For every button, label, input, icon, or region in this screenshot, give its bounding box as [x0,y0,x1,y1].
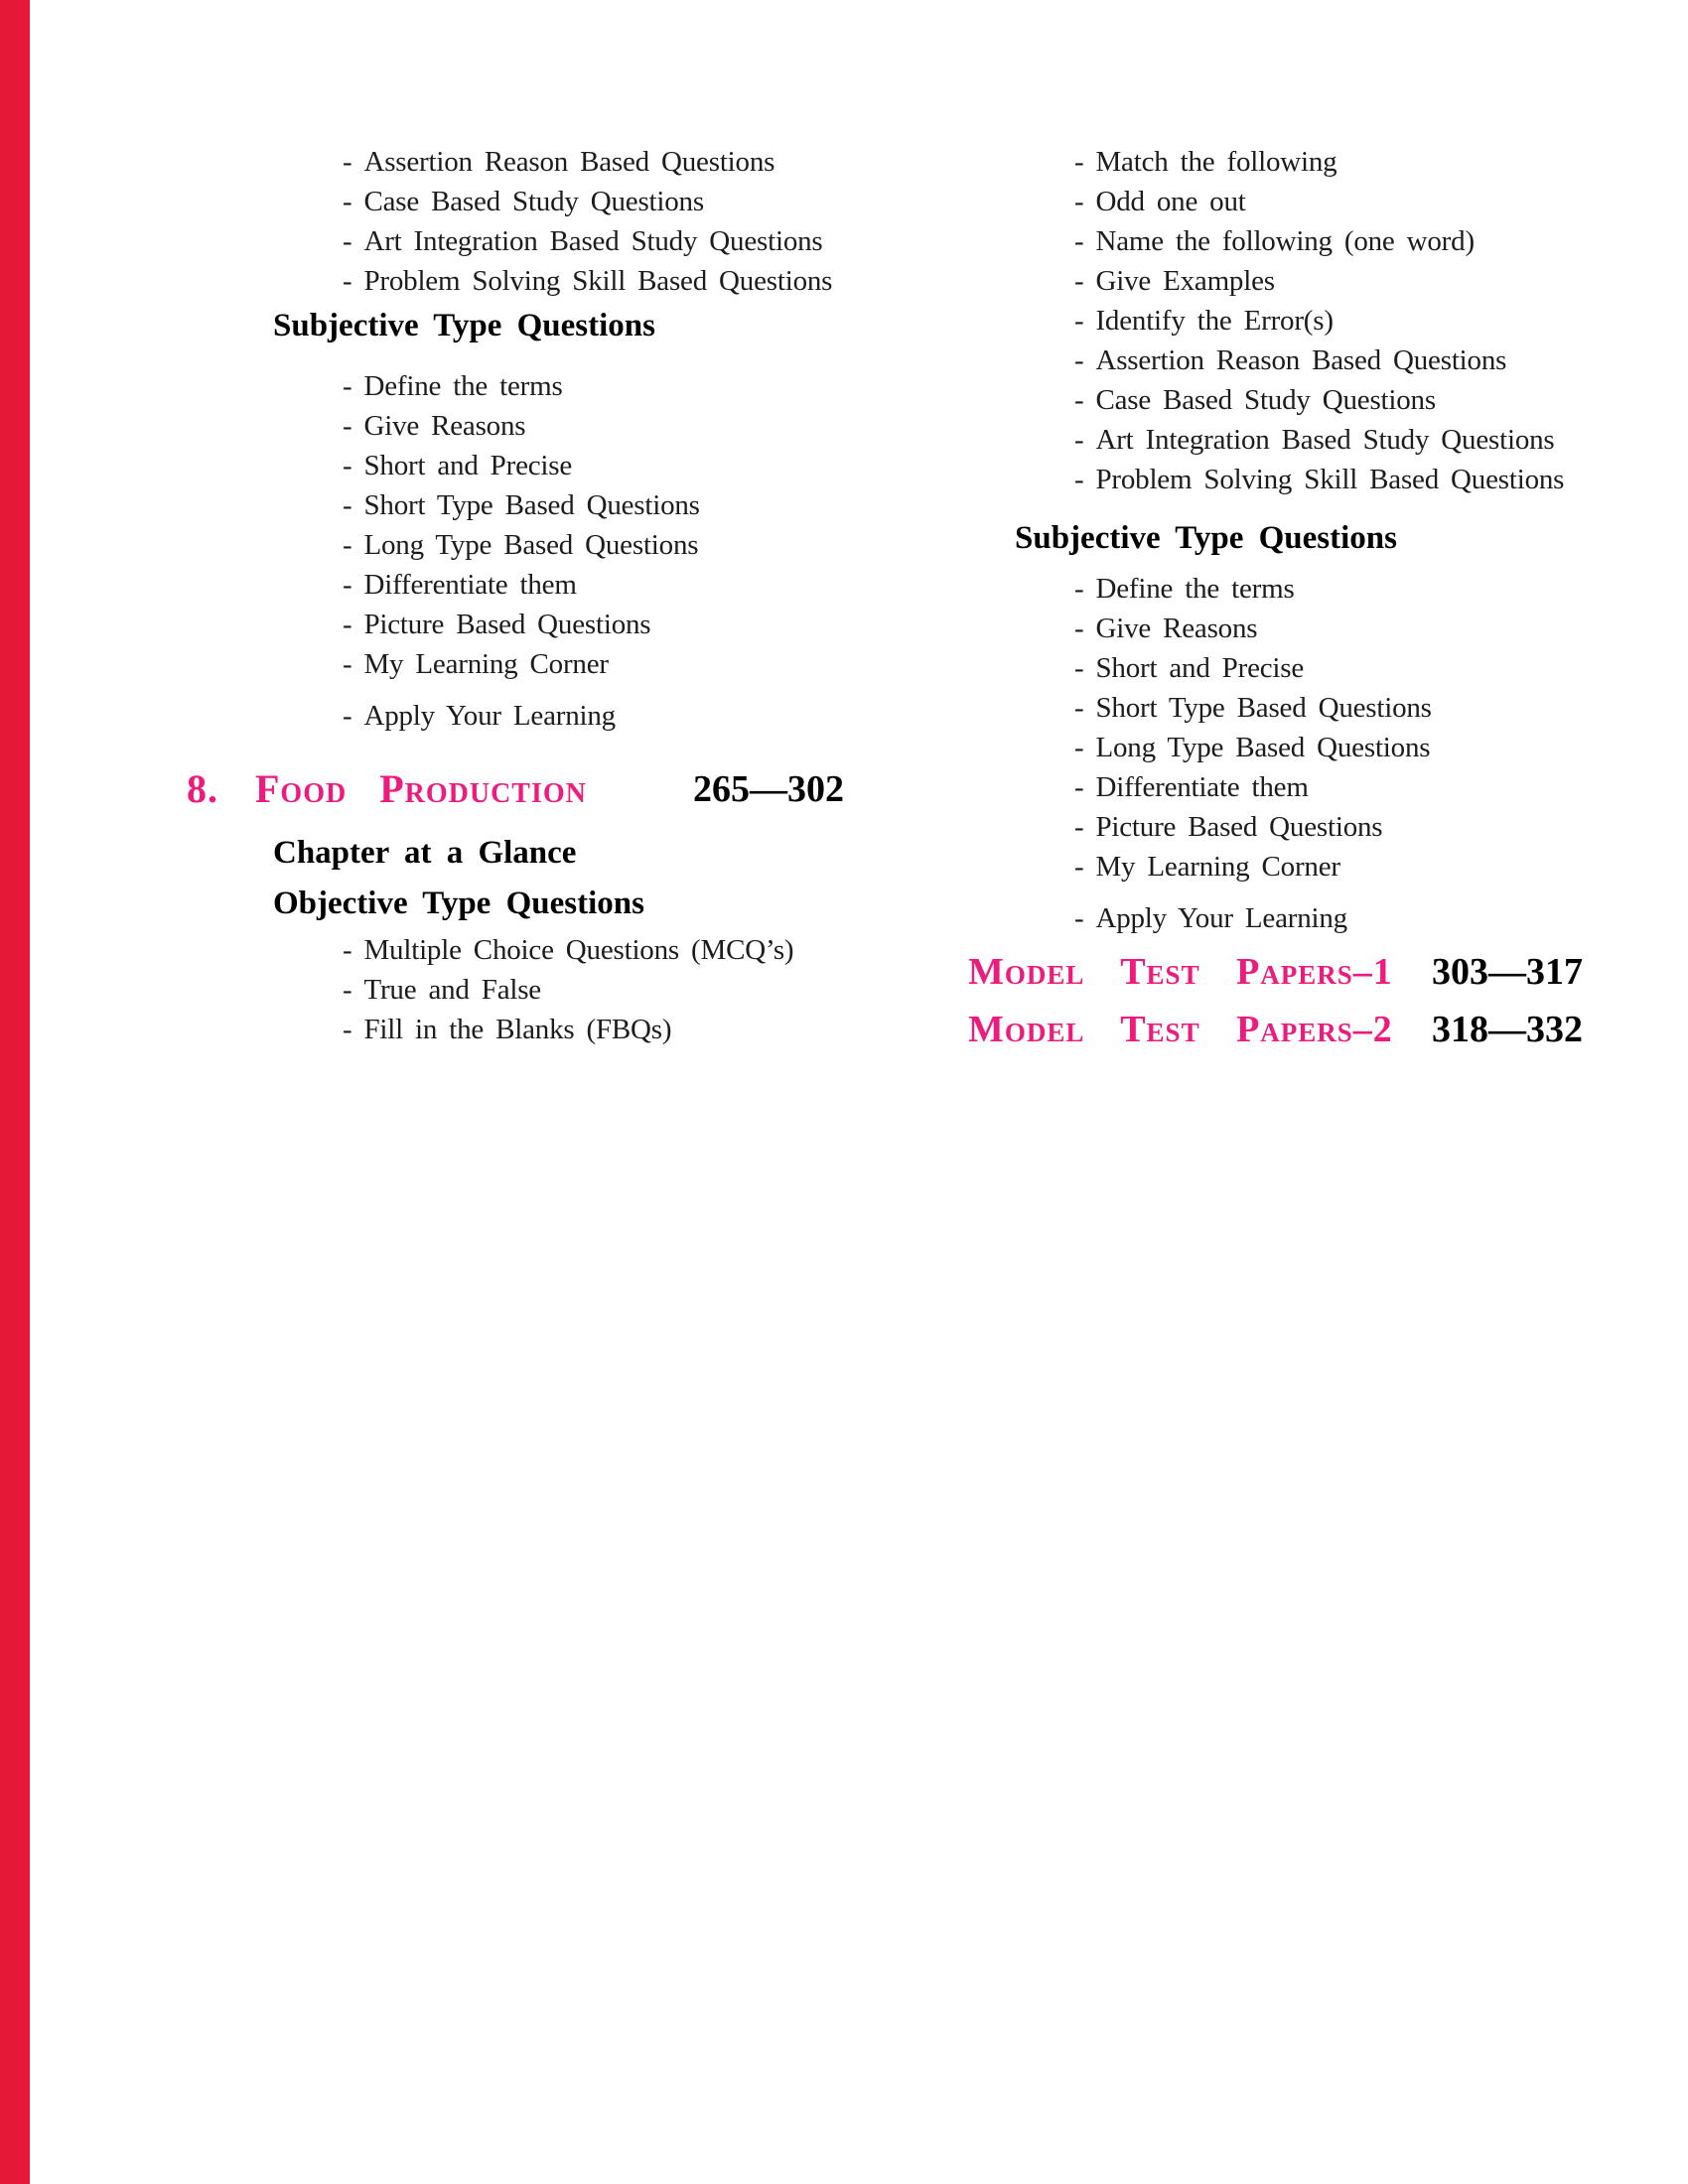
toc-list-item [968,807,1643,847]
toc-item-label: Assertion Reason Based Questions [1095,344,1507,376]
toc-item-label: Picture Based Questions [1095,811,1383,843]
toc-item-label: Define the terms [363,370,563,402]
toc-list-item [187,261,882,301]
toc-list-item [968,142,1643,182]
bullet-dash: - [1074,851,1084,883]
toc-item-label: Art Integration Based Study Questions [363,225,823,257]
toc-list-item [968,569,1643,609]
toc-item-label: Problem Solving Skill Based Questions [1095,464,1565,495]
toc-list-item [187,605,882,644]
toc-list-item [968,341,1643,380]
toc-item-label: Long Type Based Questions [363,529,699,561]
bullet-dash: - [1074,902,1084,934]
bullet-dash: - [1074,811,1084,843]
bullet-dash: - [1074,186,1084,217]
bullet-dash: - [343,370,352,402]
toc-list-item [187,525,882,565]
bullet-dash: - [1074,573,1084,605]
toc-list-item [187,644,882,684]
toc-item-label: Give Examples [1095,265,1275,297]
bullet-dash: - [343,186,352,217]
toc-item-label: Case Based Study Questions [363,186,704,217]
bullet-dash: - [343,934,352,966]
page-range: 303—317 [1432,951,1583,993]
bullet-dash: - [1074,424,1084,456]
toc-list-item [968,221,1643,261]
toc-list-item [187,970,882,1010]
toc-item-label: Assertion Reason Based Questions [363,146,775,178]
toc-list-item [187,485,882,525]
subjective-type-heading: Subjective Type Questions [273,308,655,343]
bullet-dash: - [343,609,352,640]
toc-list-item [187,366,882,406]
bullet-dash: - [1074,464,1084,495]
toc-item-label: Short and Precise [363,450,573,481]
toc-item-label: Short Type Based Questions [363,489,700,521]
bullet-dash: - [1074,613,1084,644]
toc-list-item [968,261,1643,301]
toc-list-item [187,142,882,182]
objective-type-heading: Objective Type Questions [273,886,644,921]
toc-list-item [968,380,1643,420]
page-range: 265—302 [693,768,844,810]
bullet-dash: - [343,700,352,732]
toc-item-label: Art Integration Based Study Questions [1095,424,1555,456]
bullet-dash: - [1074,771,1084,803]
toc-list-item [187,221,882,261]
toc-item-label: True and False [363,974,541,1006]
bullet-dash: - [343,146,352,178]
toc-item-label: Give Reasons [1095,613,1258,644]
toc-list-item [968,847,1643,887]
toc-list-item [968,898,1643,938]
bullet-dash: - [343,529,352,561]
toc-item-label: Short and Precise [1095,652,1305,684]
toc-list-item [187,565,882,605]
toc-item-label: Multiple Choice Questions (MCQ’s) [363,934,794,966]
bullet-dash: - [343,1014,352,1045]
toc-item-label: Define the terms [1095,573,1295,605]
toc-item-label: Identify the Error(s) [1095,305,1334,337]
toc-list-item [187,406,882,446]
toc-list-item [187,182,882,221]
model-test-papers-1-entry [968,948,1643,1004]
toc-item-label: Differentiate them [363,569,577,601]
model-test-papers-2-title: Model Test Papers–2 [968,1009,1393,1050]
toc-item-label: Differentiate them [1095,771,1309,803]
toc-item-label: Apply Your Learning [1095,902,1347,934]
bullet-dash: - [1074,692,1084,724]
model-test-papers-2-entry [968,1006,1643,1061]
bullet-dash: - [343,225,352,257]
chapter-at-a-glance-heading: Chapter at a Glance [273,835,577,871]
toc-item-label: Give Reasons [363,410,526,442]
toc-item-label: Picture Based Questions [363,609,651,640]
toc-item-label: Short Type Based Questions [1095,692,1432,724]
chapter-name: Food Production [255,766,587,811]
bullet-dash: - [343,974,352,1006]
toc-list-item [968,182,1643,221]
toc-list-item [968,728,1643,767]
bullet-dash: - [343,410,352,442]
bullet-dash: - [1074,305,1084,337]
bullet-dash: - [1074,146,1084,178]
chapter-entry-food-production [187,763,882,824]
toc-item-label: Apply Your Learning [363,700,616,732]
model-test-papers-1-title: Model Test Papers–1 [968,951,1393,993]
bullet-dash: - [343,489,352,521]
toc-list-item [968,648,1643,688]
subjective-type-heading: Subjective Type Questions [1015,520,1397,556]
left-edge-stripe [0,0,30,2184]
toc-list-item [187,696,882,736]
chapter-number: 8. [187,766,218,811]
toc-item-label: Problem Solving Skill Based Questions [363,265,833,297]
bullet-dash: - [343,648,352,680]
bullet-dash: - [343,265,352,297]
toc-list-item [187,930,882,970]
toc-left-column [187,142,882,1049]
toc-item-label: Fill in the Blanks (FBQs) [363,1014,672,1045]
toc-list-item [968,767,1643,807]
bullet-dash: - [343,569,352,601]
toc-list-item [968,460,1643,499]
toc-item-label: My Learning Corner [1095,851,1340,883]
toc-list-item [187,1010,882,1049]
bullet-dash: - [1074,732,1084,763]
bullet-dash: - [1074,265,1084,297]
toc-item-label: My Learning Corner [363,648,609,680]
bullet-dash: - [1074,384,1084,416]
toc-list-item [968,301,1643,341]
toc-right-column [968,142,1643,1061]
page-range: 318—332 [1432,1009,1583,1050]
toc-item-label: Name the following (one word) [1095,225,1475,257]
bullet-dash: - [1074,225,1084,257]
toc-list-item [968,609,1643,648]
toc-item-label: Long Type Based Questions [1095,732,1431,763]
bullet-dash: - [1074,652,1084,684]
bullet-dash: - [1074,344,1084,376]
toc-item-label: Match the following [1095,146,1337,178]
toc-list-item [968,420,1643,460]
bullet-dash: - [343,450,352,481]
chapter-title [187,766,587,811]
toc-list-item [187,446,882,485]
toc-item-label: Case Based Study Questions [1095,384,1436,416]
toc-item-label: Odd one out [1095,186,1246,217]
toc-list-item [968,688,1643,728]
